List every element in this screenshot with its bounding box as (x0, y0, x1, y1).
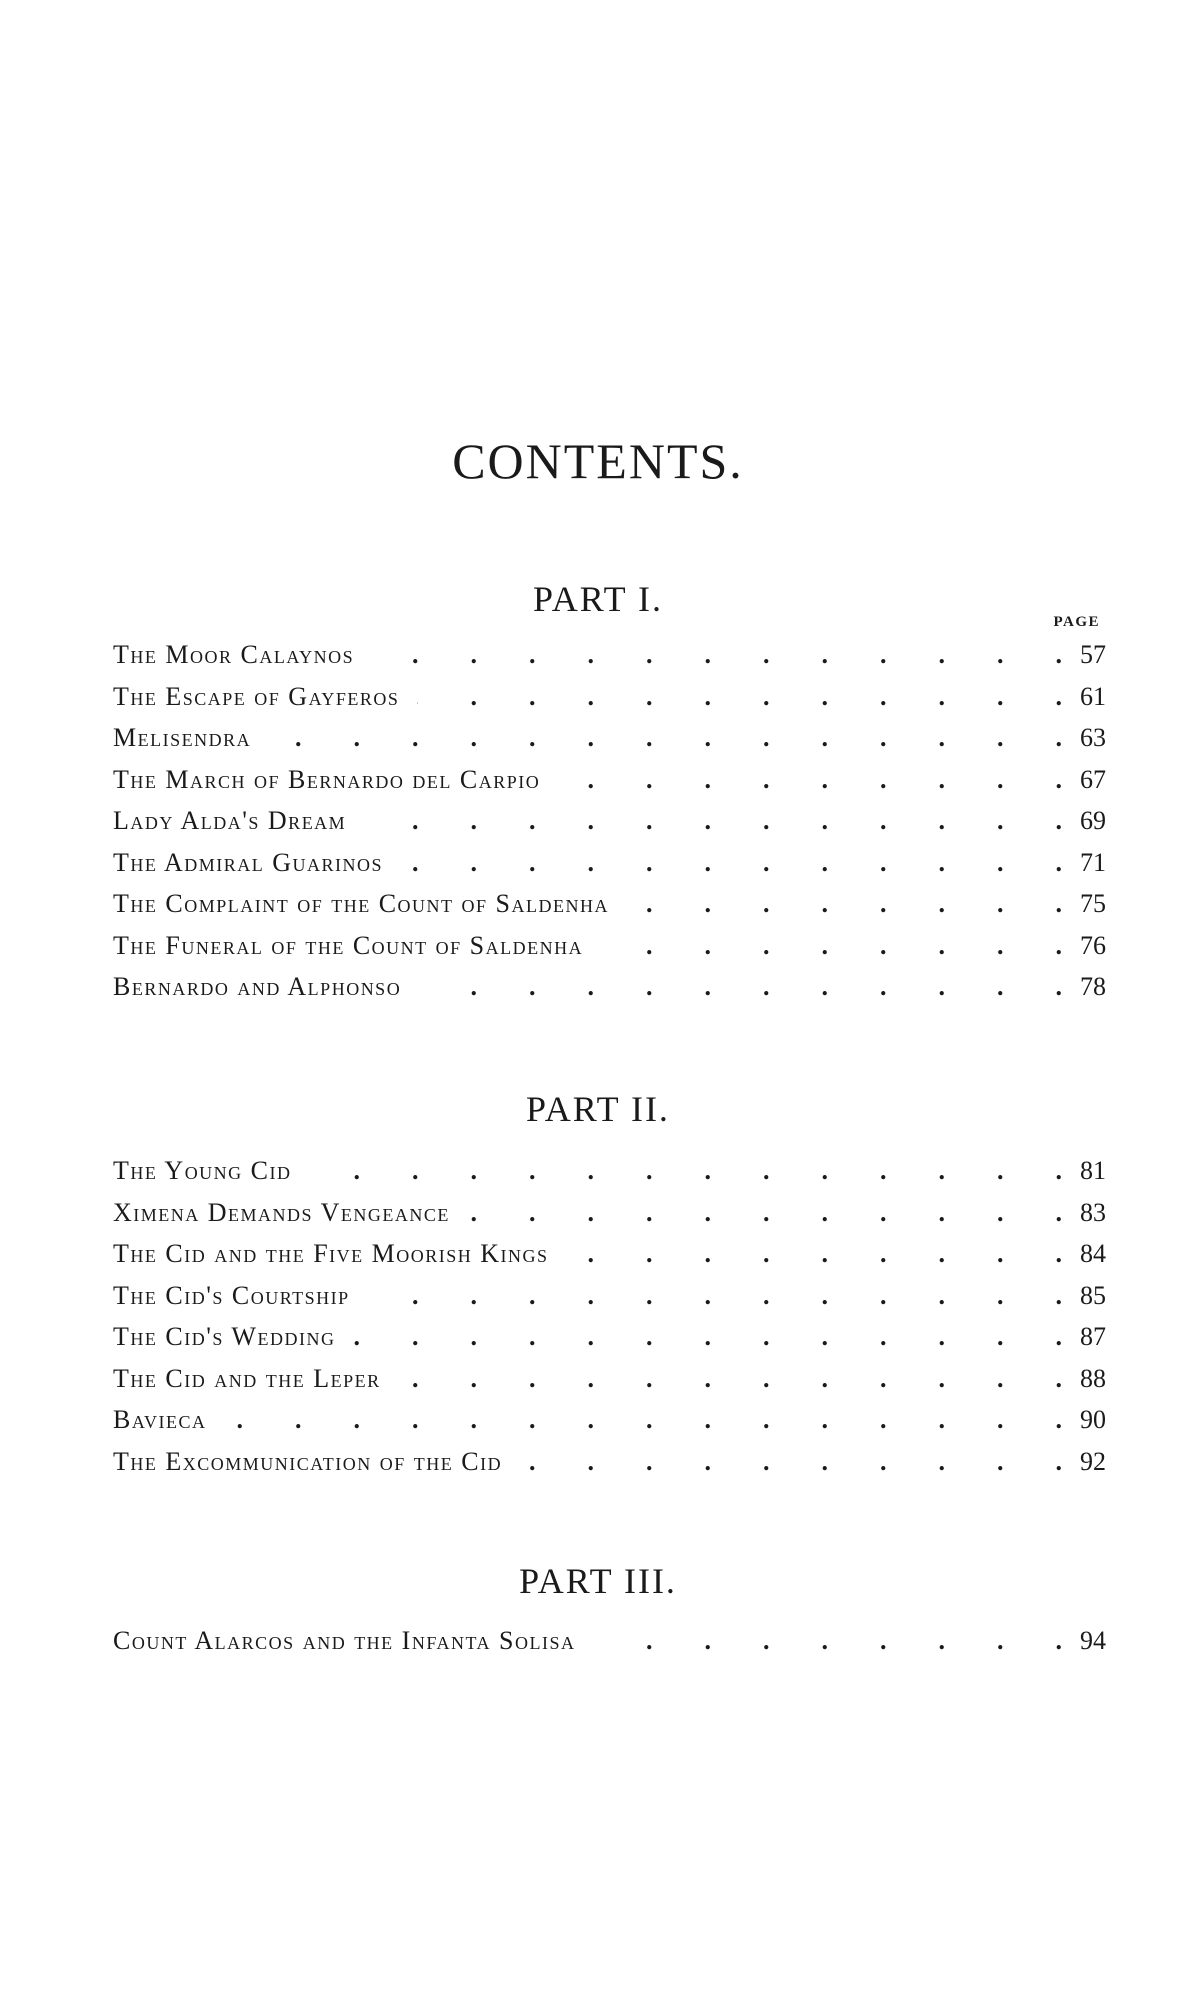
part-heading-3: PART III. (519, 1561, 677, 1601)
part-heading-2: PART II. (526, 1089, 670, 1129)
part-heading-1: PART I. (533, 579, 663, 619)
toc-entry-title: The Escape of Gayferos (113, 681, 400, 711)
toc-entry-page: 61 (1080, 681, 1106, 711)
toc-list-part-2 (113, 1156, 1106, 1488)
toc-entry-title: Ximena Demands Vengeance (113, 1197, 450, 1227)
dot-leader (594, 1626, 1062, 1656)
page-title: CONTENTS. (452, 433, 744, 489)
dot-leader (558, 765, 1062, 795)
toc-entry-title: The Funeral of the Count of Saldenha (113, 930, 584, 960)
dot-leader (368, 1281, 1062, 1311)
toc-entry[interactable] (113, 765, 1106, 807)
dot-leader (468, 1198, 1062, 1228)
toc-entry[interactable] (113, 640, 1106, 682)
toc-entry[interactable] (113, 931, 1106, 973)
toc-entry[interactable] (113, 1447, 1106, 1489)
toc-entry[interactable] (113, 1156, 1106, 1198)
toc-entry-title: Bernardo and Alphonso (113, 972, 402, 1001)
toc-entry-page: 81 (1080, 1156, 1106, 1185)
toc-entry-page: 83 (1080, 1197, 1106, 1227)
toc-entry[interactable] (113, 889, 1106, 931)
toc-entry-page: 63 (1080, 723, 1106, 752)
dot-leader (269, 723, 1062, 753)
toc-entry-page: 85 (1080, 1280, 1106, 1310)
toc-entry-title: The Cid's Wedding (113, 1322, 336, 1351)
dot-leader (401, 848, 1062, 878)
dot-leader (372, 640, 1062, 670)
toc-entry[interactable] (113, 848, 1106, 890)
toc-entry-title: Bavieca (113, 1405, 207, 1434)
toc-entry-page: 71 (1080, 847, 1106, 877)
dot-leader (567, 1239, 1062, 1269)
toc-entry-page: 67 (1080, 764, 1106, 794)
dot-leader (627, 889, 1062, 919)
toc-entry-page: 57 (1080, 640, 1106, 669)
toc-entry[interactable] (113, 1626, 1106, 1668)
toc-entry-page: 84 (1080, 1239, 1106, 1268)
toc-entry-page: 94 (1080, 1626, 1106, 1655)
toc-entry-page: 69 (1080, 806, 1106, 835)
toc-entry[interactable] (113, 1239, 1106, 1281)
toc-entry[interactable] (113, 972, 1106, 1014)
toc-entry-title: The Complaint of the Count of Saldenha (113, 889, 610, 918)
toc-entry-title: The Cid's Courtship (113, 1280, 350, 1310)
toc-entry-title: The March of Bernardo del Carpio (113, 764, 541, 794)
dot-leader (310, 1156, 1062, 1186)
toc-entry[interactable] (113, 806, 1106, 848)
dot-leader (225, 1405, 1062, 1435)
toc-entry[interactable] (113, 1281, 1106, 1323)
toc-entry[interactable] (113, 1405, 1106, 1447)
toc-entry-page: 76 (1080, 930, 1106, 960)
toc-entry-page: 87 (1080, 1322, 1106, 1351)
toc-entry-page: 75 (1080, 889, 1106, 918)
toc-entry-title: Melisendra (113, 723, 252, 752)
toc-entry-title: The Cid and the Five Moorish Kings (113, 1239, 549, 1268)
toc-entry[interactable] (113, 1364, 1106, 1406)
toc-entry-title: Lady Alda's Dream (113, 806, 347, 835)
toc-entry[interactable] (113, 1198, 1106, 1240)
toc-entry[interactable] (113, 723, 1106, 765)
toc-entry-page: 92 (1080, 1446, 1106, 1476)
toc-list-part-3 (113, 1626, 1106, 1668)
toc-entry-page: 78 (1080, 972, 1106, 1001)
dot-leader (417, 682, 1062, 712)
toc-entry-title: The Moor Calaynos (113, 640, 355, 669)
dot-leader (353, 1322, 1062, 1352)
toc-entry-page: 90 (1080, 1405, 1106, 1434)
dot-leader (399, 1364, 1062, 1394)
toc-entry-title: The Cid and the Leper (113, 1363, 381, 1393)
dot-leader (419, 972, 1062, 1002)
page-column-label: PAGE (1053, 614, 1100, 630)
toc-entry-title: Count Alarcos and the Infanta Solisa (113, 1626, 576, 1655)
toc-entry[interactable] (113, 682, 1106, 724)
toc-entry-title: The Admiral Guarinos (113, 847, 383, 877)
toc-entry[interactable] (113, 1322, 1106, 1364)
dot-leader (520, 1447, 1062, 1477)
toc-entry-title: The Young Cid (113, 1156, 292, 1185)
toc-entry-page: 88 (1080, 1363, 1106, 1393)
dot-leader (601, 931, 1062, 961)
toc-list-part-1 (113, 640, 1106, 1014)
toc-entry-title: The Excommunication of the Cid (113, 1446, 503, 1476)
dot-leader (364, 806, 1062, 836)
